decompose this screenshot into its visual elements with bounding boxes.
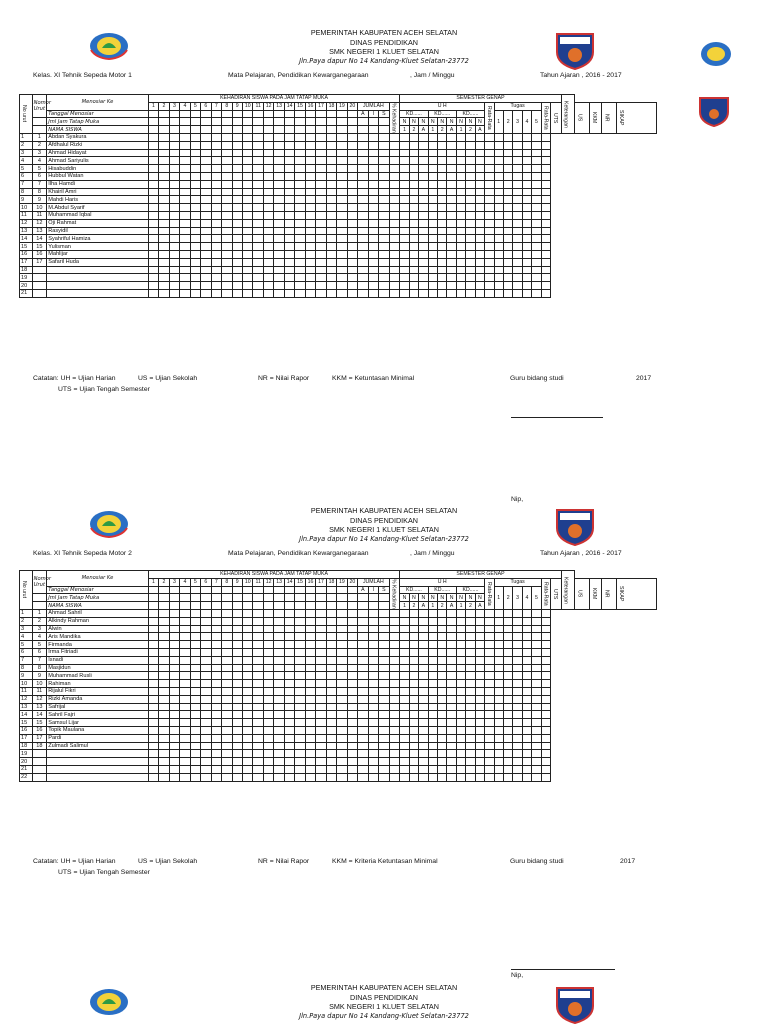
table-row [20,750,657,758]
row-nomor [32,289,47,297]
day-col: 6 [201,102,211,110]
regency-emblem-icon [88,506,130,540]
table-row [20,289,657,297]
table-row [20,765,657,773]
table-row [20,687,657,695]
row-nomor: 14 [32,711,47,719]
table-row [20,648,657,656]
regency-emblem-icon [88,28,130,62]
day-col: 5 [190,578,200,586]
col-jumlah: JUMLAH [358,102,389,110]
row-no: 17 [20,734,33,742]
table-row [20,641,657,649]
table-row [20,664,657,672]
table-row [20,625,657,633]
row-nomor: 6 [32,172,47,180]
day-col: 2 [159,102,169,110]
school-shield-edge-icon [698,96,730,128]
note-kkm: KKM = Kriteria Ketuntasan Minimal [332,858,438,865]
row-no: 8 [20,664,33,672]
student-name: Mahlijar [47,250,149,258]
row-nomor [32,750,47,758]
day-col: 4 [180,578,190,586]
row-nomor: 8 [32,664,47,672]
table-row [20,188,657,196]
day-col: 12 [263,578,273,586]
row-no: 1 [20,609,33,617]
day-col: 20 [347,102,357,110]
student-name: Abdan Syakura [47,133,149,141]
row-no: 4 [20,633,33,641]
student-name [47,274,149,282]
student-name: Irma Fitriadi [47,648,149,656]
table-row [20,680,657,688]
year-label: Tahun Ajaran , 2016 - 2017 [540,72,622,79]
student-name: Sahril Fajri [47,711,149,719]
day-col: 7 [211,578,221,586]
row-no: 19 [20,750,33,758]
row-nomor: 14 [32,235,47,243]
note-uts: UTS = Ujian Tengah Semester [58,869,150,876]
row-no: 19 [20,274,33,282]
table-row [20,633,657,641]
student-name [47,758,149,766]
day-col: 7 [211,102,221,110]
row-nomor: 3 [32,149,47,157]
row-no: 5 [20,641,33,649]
row-nomor: 10 [32,204,47,212]
class-label: Kelas. XI Tehnik Sepeda Motor 2 [33,550,132,557]
student-name: Syahriful Hamiza [47,235,149,243]
student-name: Zulmadi Salimul [47,742,149,750]
note-uh: Catatan: UH = Ujian Harian [33,375,116,382]
student-name: Yulisman [47,243,149,251]
row-no: 8 [20,188,33,196]
row-no: 3 [20,149,33,157]
hours-label: , Jam / Minggu [410,72,455,79]
row-nomor: 12 [32,219,47,227]
day-col: 10 [242,578,252,586]
day-col: 10 [242,102,252,110]
student-name: Safrijal [47,703,149,711]
semester-heading: SEMESTER GENAP [400,571,561,579]
teacher-label: Guru bidang studi [510,375,564,382]
day-col: 9 [232,102,242,110]
student-name: Alkindy Rahman [47,617,149,625]
row-no: 11 [20,687,33,695]
table-row [20,219,657,227]
row-no: 17 [20,258,33,266]
row-no: 7 [20,180,33,188]
row-nomor: 16 [32,250,47,258]
header-line4: Jln.Paya dapur No 14 Kandang-Kluet Selatan-23772 [299,56,469,65]
col-no-urut: No urut [20,571,33,610]
row-nomor: 9 [32,196,47,204]
regency-emblem-icon [88,984,130,1018]
table-row [20,617,657,625]
subject-label: Mata Pelajaran, Pendidikan Kewarganegaraan [228,550,369,557]
table-row [20,719,657,727]
row-nomor [32,274,47,282]
table-row [20,609,657,617]
day-col: 19 [337,102,347,110]
row-nomor: 7 [32,180,47,188]
row-no: 13 [20,227,33,235]
row-nomor [32,758,47,766]
row-no: 20 [20,758,33,766]
row-no: 12 [20,695,33,703]
student-name: M.Abdul Syarif [47,204,149,212]
note-us: US = Ujian Sekolah [138,375,198,382]
table-row [20,157,657,165]
note-kkm: KKM = Ketuntasan Minimal [332,375,415,382]
row-no: 14 [20,711,33,719]
student-name: Rijalul Fikri [47,687,149,695]
row-nomor: 6 [32,648,47,656]
row-no: 5 [20,165,33,173]
student-name [47,765,149,773]
note-uh: Catatan: UH = Ujian Harian [33,858,116,865]
student-name [47,750,149,758]
regency-emblem-edge-icon [698,38,730,70]
table-row [20,165,657,173]
student-name: Afdhalul Rizki [47,141,149,149]
table-row [20,695,657,703]
day-col: 18 [326,578,336,586]
note-nr: NR = Nilai Rapor [258,858,310,865]
notes-1 [33,375,116,382]
row-nomor: 15 [32,243,47,251]
signature-line [511,969,615,970]
col-nomor-urut: Nomor Urut [32,95,47,118]
col-ket: Keterangan [561,95,575,134]
row-nomor: 15 [32,719,47,727]
table-row [20,726,657,734]
col-uh: U H [400,578,485,586]
table-row [20,133,657,141]
header-line3: SMK NEGERI 1 KLUET SELATAN [329,1002,439,1011]
row-nomor: 7 [32,656,47,664]
row-nomor: 12 [32,695,47,703]
row-no: 20 [20,282,33,290]
day-col: 11 [253,102,263,110]
row-nomor: 5 [32,641,47,649]
row-no: 11 [20,211,33,219]
row-no: 9 [20,672,33,680]
day-col: 1 [148,578,158,586]
day-col: 16 [305,102,315,110]
table-row [20,282,657,290]
day-col: 19 [337,578,347,586]
student-name: Alwin [47,625,149,633]
header-line1: PEMERINTAH KABUPATEN ACEH SELATAN [310,28,458,37]
student-name: Hubbul Watan [47,172,149,180]
row-no: 2 [20,141,33,149]
student-name: Muhammad Iqbal [47,211,149,219]
table-row [20,204,657,212]
row-no: 10 [20,204,33,212]
hours-label: , Jam / Minggu [410,550,455,557]
student-name: Rasyidil [47,227,149,235]
attendance-heading: KEHADIRAN SISWA PADA JAM TATAP MUKA [148,571,400,579]
table-row [20,711,657,719]
sign-year: 2017 [636,375,652,382]
signature-line [511,417,603,418]
row-no: 22 [20,773,33,781]
row-nomor: 1 [32,609,47,617]
row-nomor [32,773,47,781]
row-nomor [32,266,47,274]
row-no: 13 [20,703,33,711]
row-nomor: 8 [32,188,47,196]
header-line4: Jln.Paya dapur No 14 Kandang-Kluet Selatan-23772 [299,1011,469,1020]
day-col: 17 [316,578,326,586]
row-nomor [32,282,47,290]
row-no: 6 [20,172,33,180]
attendance-table-1: No urut Nomor Urut Menosiar Ke KEHADIRAN SISWA PADA JAM TATAP MUKA SEMESTER GENAP Keterangan 1 2 3 4 5 6 7 8 9 10 11 12 13 14 15 16 17 18 19 20 JUMLAH % Kehadiran U H Rata-Rata Tugas Rata-Rata UTS US KKM NR SIKAP Tanggal Menosiar A I S KD...... KD...... KD...... 1 2 3 4 5 Jml Jam Tatap Muka N N N N N N N N N NAMA SISWA 1 2 A 1 2 A 1 2 A 1 1 Abdan Syakura 2 2 Afdhalul Rizki 3 3 Ahmad Hidayat 4 4 Ahmad Sariyulis 5 5 Hisabuddin 6 6 Hubbul Watan 7 7 Ilha Hamdi 8 8 Khairil Amri 9 9 Mahdi Haris 10 10 M.Abdul Syarif 11 11 Muhammad Iqbal 12 12 Oji Rahmat 13 13 Rasyidil 14 14 Syahriful Hamiza 15 15 Yulisman 16 16 Mahlijar 17 17 Safaril Huda 18 19 20 21 [19,94,657,298]
row-no: 7 [20,656,33,664]
day-col: 16 [305,578,315,586]
sign-year: 2017 [620,858,636,865]
row-no: 9 [20,196,33,204]
row-nomor: 9 [32,672,47,680]
student-name: Ahmad Sahril [47,609,149,617]
table-row [20,742,657,750]
nip-label: Nip, [511,496,524,503]
student-name: Mahdi Haris [47,196,149,204]
row-no: 18 [20,266,33,274]
row-no: 18 [20,742,33,750]
student-name: Muhammad Rusli [47,672,149,680]
header-line2: DINAS PENDIDIKAN [350,515,418,525]
row-no: 21 [20,289,33,297]
table-row [20,243,657,251]
row-no: 15 [20,243,33,251]
row-nomor: 4 [32,633,47,641]
year-label: Tahun Ajaran , 2016 - 2017 [540,550,622,557]
table-row [20,266,657,274]
day-col: 15 [295,102,305,110]
table-row [20,274,657,282]
day-col: 1 [148,102,158,110]
row-nomor: 17 [32,734,47,742]
header-line1: PEMERINTAH KABUPATEN ACEH SELATAN [310,983,458,992]
note-uts: UTS = Ujian Tengah Semester [58,386,150,393]
attendance-heading: KEHADIRAN SISWA PADA JAM TATAP MUKA [148,95,400,103]
row-no: 4 [20,157,33,165]
table-row [20,773,657,781]
row-nomor: 3 [32,625,47,633]
day-col: 11 [253,578,263,586]
table-row [20,734,657,742]
day-col: 4 [180,102,190,110]
row-nomor: 13 [32,703,47,711]
table-row [20,656,657,664]
day-col: 17 [316,102,326,110]
row-no: 14 [20,235,33,243]
row-nomor: 11 [32,211,47,219]
student-name: Rahiman [47,680,149,688]
table-row [20,141,657,149]
student-name: Safaril Huda [47,258,149,266]
col-uh: U H [400,102,485,110]
row-no: 2 [20,617,33,625]
day-col: 9 [232,578,242,586]
col-ket: Keterangan [561,571,575,610]
row-no: 16 [20,726,33,734]
class-label: Kelas. XI Tehnik Sepeda Motor 1 [33,72,132,79]
table-row [20,250,657,258]
row-nomor: 2 [32,617,47,625]
semester-heading: SEMESTER GENAP [400,95,561,103]
row-no: 16 [20,250,33,258]
row-no: 6 [20,648,33,656]
student-name: Firmanda [47,641,149,649]
day-col: 14 [284,578,294,586]
student-name: Ahmad Sariyulis [47,157,149,165]
student-name: Hisabuddin [47,165,149,173]
row-nomor: 13 [32,227,47,235]
student-name: Ilha Hamdi [47,180,149,188]
student-name [47,266,149,274]
header-line2: DINAS PENDIDIKAN [350,992,418,1002]
header-line3: SMK NEGERI 1 KLUET SELATAN [329,47,439,56]
col-no-urut: No urut [20,95,33,134]
header-line4: Jln.Paya dapur No 14 Kandang-Kluet Selatan-23772 [299,534,469,543]
student-name: Isnadi [47,656,149,664]
student-name: Rizki Amanda [47,695,149,703]
row-nomor: 4 [32,157,47,165]
day-col: 3 [169,578,179,586]
student-name: Oji Rahmat [47,219,149,227]
nip-label: Nip, [511,972,524,979]
day-col: 5 [190,102,200,110]
day-col: 8 [222,578,232,586]
day-col: 15 [295,578,305,586]
table-row [20,672,657,680]
student-name: Aris Mandika [47,633,149,641]
row-no: 3 [20,625,33,633]
row-nomor: 1 [32,133,47,141]
row-nomor [32,765,47,773]
row-nomor: 5 [32,165,47,173]
col-pct: % Kehadiran [389,578,400,609]
table-row [20,758,657,766]
row-nomor: 10 [32,680,47,688]
day-col: 13 [274,578,284,586]
row-no: 10 [20,680,33,688]
day-col: 3 [169,102,179,110]
table-row [20,258,657,266]
row-no: 21 [20,765,33,773]
student-name: Masjidun [47,664,149,672]
row-no: 1 [20,133,33,141]
table-row [20,703,657,711]
row-nomor: 11 [32,687,47,695]
school-shield-icon [555,986,595,1024]
day-col: 18 [326,102,336,110]
attendance-table-2: No urut Nomor Urut Menosiar Ke KEHADIRAN SISWA PADA JAM TATAP MUKA SEMESTER GENAP Keterangan 1 2 3 4 5 6 7 8 9 10 11 12 13 14 15 16 17 18 19 20 JUMLAH % Kehadiran U H Rata-Rata Tugas Rata-Rata UTS US KKM NR SIKAP Tanggal Menosiar A I S KD...... KD...... KD...... 1 2 3 4 5 Jml Jam Tatap Muka N N N N N N N N N NAMA SISWA 1 2 A 1 2 A 1 2 A 1 1 Ahmad Sahril 2 2 Alkindy Rahman 3 3 Alwin 4 4 Aris Mandika 5 5 Firmanda 6 6 Irma Fitriadi 7 7 Isnadi 8 8 Masjidun 9 9 Muhammad Rusli 10 10 Rahiman 11 11 Rijalul Fikri 12 12 Rizki Amanda 13 13 Safrijal 14 14 Sahril Fajri 15 15 Samsul Lijar 16 16 Topik Maulana 17 17 Pardi 18 18 Zulmadi Salimul 19 20 21 22 [19,570,657,782]
header-line1: PEMERINTAH KABUPATEN ACEH SELATAN [310,506,458,515]
table-row [20,227,657,235]
table-row [20,172,657,180]
student-name [47,282,149,290]
subject-label: Mata Pelajaran, Pendidikan Kewarganegaraan [228,72,369,79]
col-jumlah: JUMLAH [358,578,389,586]
day-col: 8 [222,102,232,110]
table-row [20,149,657,157]
row-no: 12 [20,219,33,227]
header-line2: DINAS PENDIDIKAN [350,37,418,47]
note-us: US = Ujian Sekolah [138,858,198,865]
table-row [20,235,657,243]
col-pct: % Kehadiran [389,102,400,133]
row-nomor: 18 [32,742,47,750]
school-shield-icon [555,508,595,546]
note-nr: NR = Nilai Rapor [258,375,310,382]
school-shield-icon [555,32,595,70]
row-nomor: 2 [32,141,47,149]
student-name [47,289,149,297]
day-col: 2 [159,578,169,586]
student-name: Samsul Lijar [47,719,149,727]
student-name: Khairil Amri [47,188,149,196]
table-row [20,196,657,204]
table-row [20,211,657,219]
day-col: 6 [201,578,211,586]
teacher-label: Guru bidang studi [510,858,564,865]
header-line3: SMK NEGERI 1 KLUET SELATAN [329,525,439,534]
col-menosiar: Menosiar Ke [47,571,149,587]
day-col: 20 [347,578,357,586]
student-name: Ahmad Hidayat [47,149,149,157]
student-name: Pardi [47,734,149,742]
col-menosiar: Menosiar Ke [47,95,149,111]
day-col: 12 [263,102,273,110]
student-name: Topik Maulana [47,726,149,734]
day-col: 14 [284,102,294,110]
col-nomor-urut: Nomor Urut [32,571,47,594]
student-name [47,773,149,781]
row-nomor: 17 [32,258,47,266]
day-col: 13 [274,102,284,110]
table-row [20,180,657,188]
row-no: 15 [20,719,33,727]
row-nomor: 16 [32,726,47,734]
